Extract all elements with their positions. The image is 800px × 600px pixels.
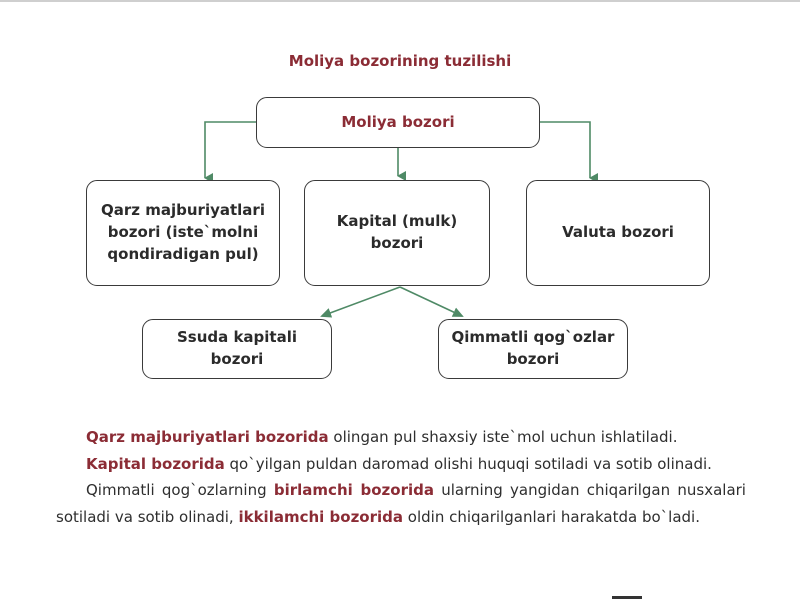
paragraph-qarz-rest: olingan pul shaxsiy iste`mol uchun ishlatiladi. (328, 428, 678, 446)
box-ssuda-kapitali (142, 319, 332, 379)
highlight-kapital: Kapital bozorida (86, 454, 225, 473)
ssuda-line-1: Ssuda kapitali (176, 328, 298, 347)
box-kapital-bozori (304, 180, 490, 286)
box-moliya-bozori (256, 97, 540, 148)
paragraph-kapital-rest: qo`yilgan puldan daromad olishi huquqi sotiladi va sotib olinadi. (224, 454, 712, 473)
valuta-label: Valuta bozori (562, 223, 674, 242)
paragraph-qimmatli-b: ularning yangidan chiqarilgan nusxalari sotiladi va sotib olinadi, (56, 481, 746, 526)
bottom-mark (612, 596, 642, 599)
paragraph-qimmatli (56, 477, 746, 530)
qarz-line-2: bozori (iste`molni (107, 223, 259, 242)
ssuda-line-2: bozori (210, 350, 264, 368)
qarz-line-3: qondiradigan pul) (107, 244, 259, 263)
arrow-to-qarz (205, 122, 256, 178)
box-qimmatli-qogozlar (438, 319, 628, 379)
qimmatli-line-2: bozori (506, 350, 560, 368)
arrow-to-ssuda (322, 287, 400, 316)
highlight-qarz: Qarz majburiyatlari bozorida (86, 428, 329, 446)
paragraph-qarz (56, 424, 746, 451)
qimmatli-line-1: Qimmatli qog`ozlar (451, 328, 615, 347)
paragraph-kapital (56, 451, 746, 478)
root-label: Moliya bozori (341, 112, 455, 131)
arrow-to-valuta (540, 122, 590, 178)
arrow-to-qimmatli (400, 287, 462, 316)
paragraph-qimmatli-c: oldin chiqarilganlari harakatda bo`ladi. (403, 507, 700, 526)
qarz-line-1: Qarz majburiyatlari (101, 201, 265, 220)
explanation-text (56, 424, 746, 530)
diagram-title: Moliya bozorining tuzilishi (288, 52, 512, 70)
kapital-line-2: bozori (370, 234, 424, 252)
box-qarz-majburiyatlari (86, 180, 280, 286)
highlight-birlamchi: birlamchi bozorida (273, 481, 434, 499)
highlight-ikkilamchi: ikkilamchi bozorida (238, 507, 404, 526)
paragraph-qimmatli-a: Qimmatli qog`ozlarning (86, 481, 274, 499)
kapital-line-1: Kapital (mulk) (336, 212, 458, 231)
box-valuta-bozori (526, 180, 710, 286)
